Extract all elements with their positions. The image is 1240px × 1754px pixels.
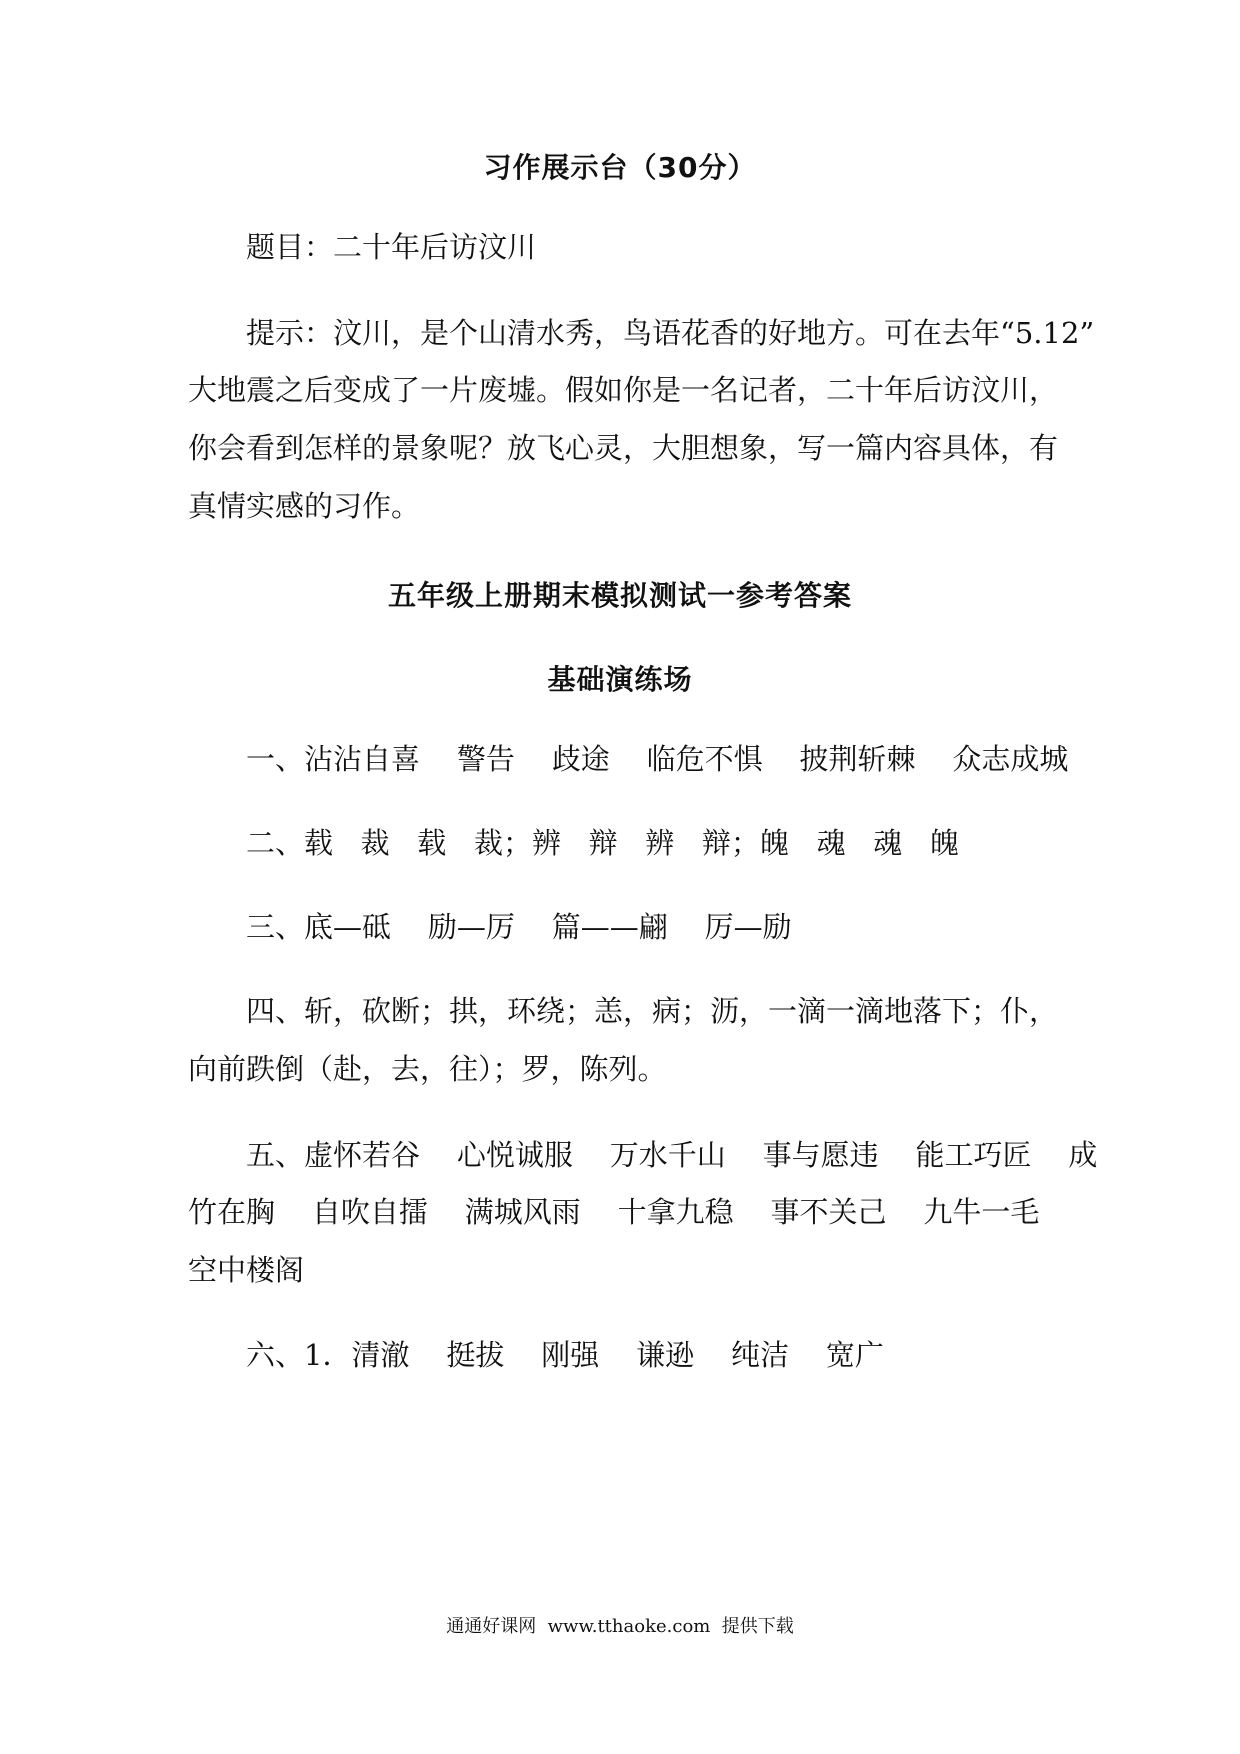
answer-item-1: 一、沾沾自喜 警告 歧途 临危不惧 披荆斩棘 众志成城	[246, 742, 1069, 776]
answer-item-5-continued: 竹在胸 自吹自擂 满城风雨 十拿九稳 事不关己 九牛一毛	[188, 1195, 1040, 1229]
answer-item-5: 五、虚怀若谷 心悦诚服 万水千山 事与愿违 能工巧匠 成	[246, 1138, 1098, 1172]
answer-item-4-continued: 向前跌倒（赴，去，往）；罗，陈列。	[188, 1052, 667, 1086]
page-footer: 通通好课网 www.tthaoke.com 提供下载	[446, 1616, 794, 1637]
hint-line: 你会看到怎样的景象呢？放飞心灵，大胆想象，写一篇内容具体，有	[188, 431, 1059, 465]
writing-topic: 题目：二十年后访汶川	[246, 230, 537, 264]
writing-section-title: 习作展示台（30分）	[483, 151, 757, 184]
hint-line: 真情实感的习作。	[188, 489, 421, 523]
answers-subtitle: 基础演练场	[547, 663, 693, 696]
answer-item-5-continued: 空中楼阁	[188, 1253, 305, 1287]
answers-title: 五年级上册期末模拟测试一参考答案	[387, 579, 852, 612]
hint-line: 提示：汶川，是个山清水秀，鸟语花香的好地方。可在去年“5.12”	[246, 316, 1095, 350]
hint-line: 大地震之后变成了一片废墟。假如你是一名记者，二十年后访汶川，	[188, 373, 1059, 407]
answer-item-6: 六、1．清澈 挺拔 刚强 谦逊 纯洁 宽广	[246, 1338, 884, 1372]
answer-item-2: 二、载 裁 载 裁；辨 辩 辨 辩；魄 魂 魂 魄	[246, 826, 959, 860]
answer-item-4: 四、斩，砍断；拱，环绕；恙，病；沥，一滴一滴地落下；仆，	[246, 994, 1059, 1028]
answer-item-3: 三、底—砥 励—厉 篇——翩 厉—励	[246, 910, 792, 944]
